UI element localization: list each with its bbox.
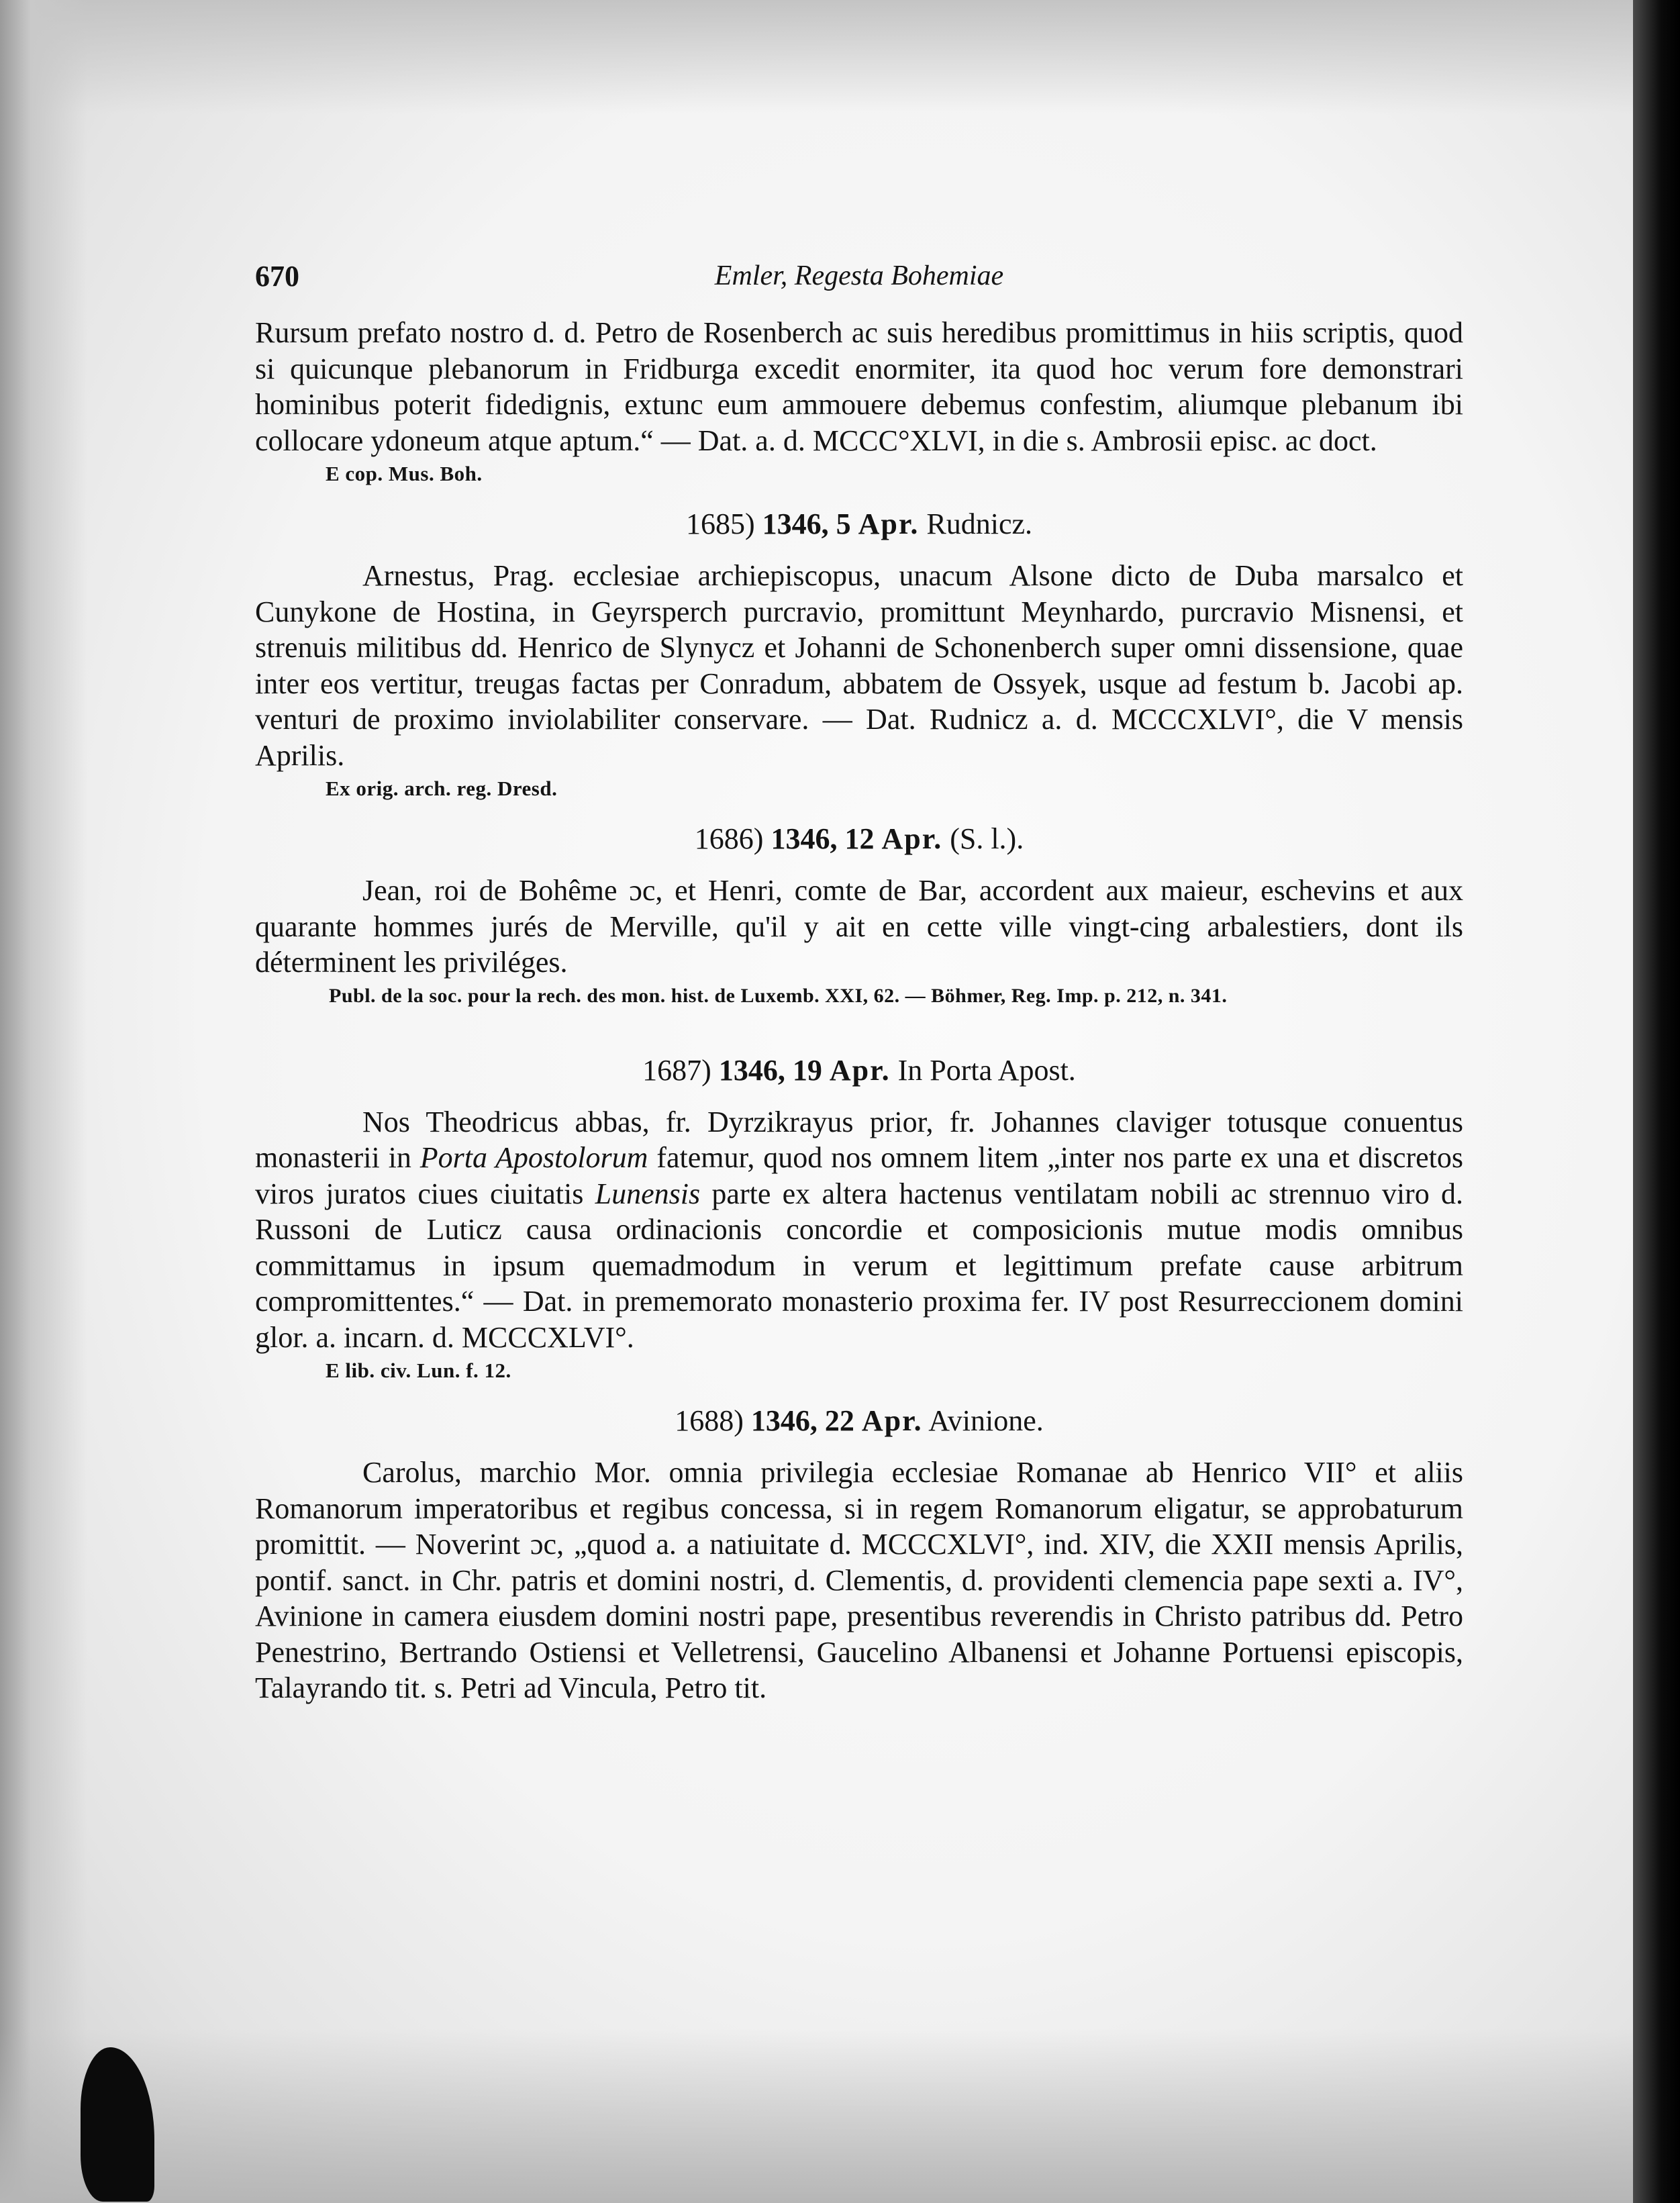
place-name-italic: Lunensis: [595, 1177, 701, 1210]
entry-date: 1346, 5: [762, 507, 851, 540]
entry-date: 1346, 22: [750, 1404, 854, 1437]
entry-source-1686: Publ. de la soc. pour la rech. des mon. hist. de Luxemb. XXI, 62. — Böhmer, Reg. Imp. p. 212, n. 341.: [329, 984, 1228, 1007]
page-header: [255, 258, 1463, 299]
scan-shadow-left: [0, 0, 87, 2203]
entry-heading-1686: [255, 819, 1463, 859]
entry-month: Apr.: [861, 1404, 923, 1437]
entry-heading-1687: [255, 1050, 1463, 1091]
scan-shadow-bottom: [0, 2028, 1680, 2203]
entry-text-1687: [255, 1104, 1463, 1356]
entry-number: 1688): [675, 1404, 744, 1437]
scan-shadow-top: [0, 0, 1680, 114]
entry-month: Apr.: [858, 507, 920, 540]
entry-date: 1346, 19: [718, 1053, 822, 1087]
entry-place: In Porta Apost.: [897, 1053, 1076, 1087]
intro-source: E cop. Mus. Boh.: [326, 462, 483, 485]
entry-text-1685: Arnestus, Prag. ecclesiae archiepiscopus, unacum Alsone dicto de Duba marsalco et Cunykone de Hostina, in Geyrsperch purcravio, promittunt Meynhardo, purcravio Misnensi, et strenuis militibus dd. Henrico de Slynycz et Johanni de Schonenberch super omni dissensione, quae inter eos vertitur, treugas factas per Conradum, abbatem de Ossyek, usque ad festum b. Jacobi ap. venturi de proximo inviolabiliter conservare. — Dat. Rudnicz a. d. MCCCXLVI°, die V mensis Aprilis.: [255, 559, 1463, 772]
entry-text-1688: Carolus, marchio Mor. omnia privilegia ecclesiae Romanae ab Henrico VII° et aliis Romanorum imperatoribus et regibus concessa, si in regem Romanorum eligatur, se approbaturum promittit. — Noverint ɔc, „quod a. a natiuitate d. MCCCXLVI°, ind. XIV, die XXII mensis Aprilis, pontif. sanct. in Chr. patris et domini nostri, d. Clementis, d. providenti clemencia pape sexti a. IV°, Avinione in camera eiusdem domini nostri pape, presentibus reverendis in Christo patribus dd. Petro Penestrino, Bertrando Ostiensi et Velletrensi, Gaucelino Albanensi et Johanne Portuensi episcopis, Talayrando tit. s. Petri ad Vincula, Petro tit.: [255, 1456, 1463, 1704]
entry-number: 1686): [694, 822, 764, 855]
entry-place: (S. l.).: [950, 822, 1024, 855]
page-content: [255, 258, 1463, 1706]
entry-heading-1685: [255, 504, 1463, 544]
entry-place: Rudnicz.: [926, 507, 1033, 540]
text-segment: parte ex altera hactenus ventilatam nobili ac strennuo viro d. Russoni de Luticz causa ordinacionis concordie et composicionis mutue modis omnibus committamus in ipsum quemadmodum in verum et legittimum prefate cause arbitrum compromittentes.“ — Dat. in prememorato monasterio proxima fer. IV post Resurreccionem domini glor. a. incarn. d. MCCCXLVI°.: [255, 1177, 1463, 1354]
entry-source-1685: Ex orig. arch. reg. Dresd.: [326, 777, 558, 800]
entry-heading-1688: [255, 1401, 1463, 1441]
entry-place: Avinione.: [928, 1404, 1044, 1437]
entry-number: 1685): [685, 507, 755, 540]
scan-border-right: [1633, 0, 1680, 2203]
entry-month: Apr.: [881, 822, 943, 855]
text-segment: Nos Theodricus abbas, fr. Dyrzikrayus prior, fr. Johannes claviger totusque conuentus monasterii in: [255, 1105, 1463, 1174]
entry-number: 1687): [642, 1053, 711, 1087]
text-segment: fatemur, quod nos omnem litem „inter nos parte ex una et discretos viros juratos ciues ciuitatis: [255, 1141, 1463, 1210]
entry-text-1686: Jean, roi de Bohême ɔc, et Henri, comte de Bar, accordent aux maieur, eschevins et aux quarante hommes jurés de Merville, qu'il y ait en cette ville vingt-cing arbalestiers, dont ils déterminent les priviléges.: [255, 874, 1463, 979]
entry-date: 1346, 12: [771, 822, 875, 855]
intro-paragraph: Rursum prefato nostro d. d. Petro de Rosenberch ac suis heredibus promittimus in hiis scriptis, quod si quicunque plebanorum in Fridburga excedit enormiter, ita quod hoc verum fore demonstrari hominibus poterit fidedignis, extunc eum ammouere debemus confestim, aliumque plebanum ibi collocare ydoneum atque aptum.“ — Dat. a. d. MCCC°XLVI, in die s. Ambrosii episc. ac doct.: [255, 316, 1463, 457]
entry-month: Apr.: [829, 1053, 891, 1087]
place-name-italic: Porta Apostolorum: [419, 1141, 648, 1174]
entry-source-1687: E lib. civ. Lun. f. 12.: [326, 1359, 511, 1382]
page-number: 670: [255, 260, 299, 293]
running-title: Emler, Regesta Bohemiae: [714, 260, 1004, 291]
